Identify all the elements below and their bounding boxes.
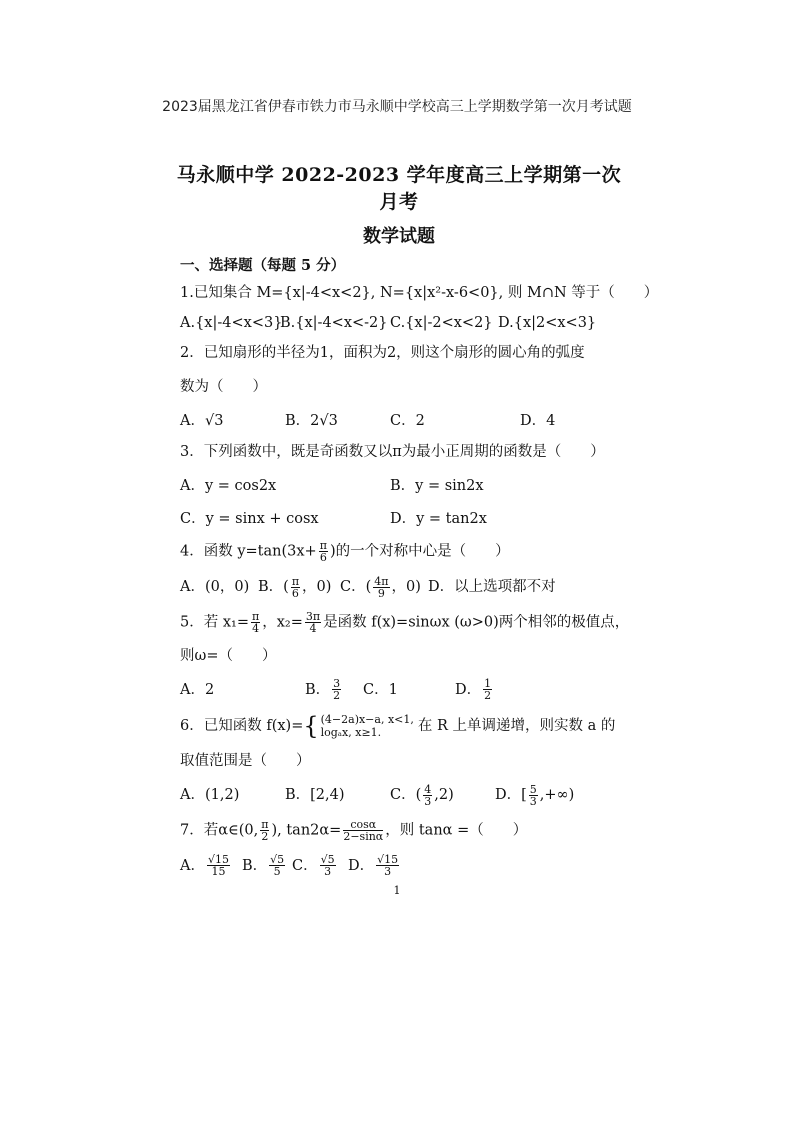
- q7-b-pre: B．: [242, 857, 268, 874]
- q5-d-den: 2: [484, 689, 492, 702]
- q2-option-c: C．2: [390, 413, 425, 429]
- q7-c-num: √5: [320, 853, 335, 866]
- q5-b-pre: B．: [305, 681, 331, 698]
- q4-b-fraction: [291, 576, 300, 599]
- q5-p2: ，x₂=: [262, 614, 303, 630]
- exam-subtitle: 数学试题: [363, 226, 435, 247]
- question-5-options: [180, 678, 630, 702]
- q5-option-d: [455, 678, 494, 702]
- q3-option-c: C．y = sinx + cosx: [180, 511, 319, 527]
- q3-option-b: B．y = sin2x: [390, 478, 484, 494]
- question-6-stem-cont: 取值范围是（ ）: [180, 753, 311, 769]
- question-1-options: [180, 315, 630, 331]
- q4-option-c: [340, 575, 428, 599]
- q2-option-d: D．4: [520, 413, 556, 429]
- q7-frac-2-num: cosα: [343, 819, 383, 831]
- q5-option-b: [305, 678, 363, 702]
- q5-frac-2-num: 3π: [305, 609, 321, 623]
- q4-stem-fraction: [319, 540, 328, 563]
- question-4-options: [180, 575, 630, 599]
- q7-a-pre: A．: [180, 857, 205, 874]
- q6-post: 在 R 上单调递增，则实数 a 的: [417, 718, 616, 734]
- question-3-stem: 3．下列函数中，既是奇函数又以π为最小正周期的函数是（ ）: [180, 444, 605, 460]
- q4-stem-post: )的一个对称中心是（ ）: [329, 543, 510, 560]
- question-7-options: [180, 854, 630, 878]
- q6-c-fraction: [423, 784, 432, 807]
- q2-option-b: B．2√3: [285, 413, 338, 429]
- q7-b-num: √5: [270, 853, 285, 866]
- q4-stem-frac-den: 6: [319, 551, 327, 564]
- document-header: 2023届黑龙江省伊春市铁力市马永顺中学校高三上学期数学第一次月考试题: [162, 99, 632, 115]
- q7-option-c: [292, 854, 348, 878]
- q6-c-den: 3: [424, 794, 432, 808]
- question-2-stem-cont: 数为（ ）: [180, 379, 267, 395]
- q5-d-pre: D．: [455, 681, 482, 698]
- q6-pre: 6．已知函数 f(x)=: [180, 718, 304, 734]
- q6-option-c: [390, 783, 495, 807]
- q4-b-post: ，0): [302, 579, 332, 595]
- q5-b-fraction: [332, 678, 341, 701]
- question-3-options-row2: [180, 507, 630, 528]
- q7-p2: ), tan2α=: [271, 822, 342, 838]
- q1-option-c: C.{x|-2<x<2}: [390, 315, 493, 331]
- q5-d-num: 1: [484, 677, 492, 690]
- question-2-stem: 2．已知扇形的半径为1，面积为2，则这个扇形的圆心角的弧度: [180, 345, 585, 361]
- question-7-stem: [180, 819, 630, 842]
- page-number: 1: [393, 884, 401, 897]
- q7-c-den: 3: [324, 865, 332, 878]
- q7-p1: 7．若α∈(0,: [180, 822, 259, 838]
- q5-frac-1-den: 4: [252, 621, 260, 635]
- q1-option-d: D.{x|2<x<3}: [498, 315, 597, 331]
- question-2-options: [180, 409, 630, 430]
- q7-p3: ，则 tanα =（ ）: [385, 822, 528, 838]
- q7-option-b: [242, 854, 292, 878]
- q6-c-post: ,2): [434, 787, 454, 803]
- q6-c-num: 4: [424, 782, 432, 796]
- q5-frac-1: [251, 611, 260, 634]
- q6-d-den: 3: [529, 794, 537, 808]
- q5-p3: 是函数 f(x)=sinωx (ω>0)两个相邻的极值点，: [323, 614, 630, 630]
- q3-option-a: A．y = cos2x: [180, 478, 277, 494]
- q4-c-den: 9: [377, 586, 385, 600]
- exam-scan: [168, 150, 659, 878]
- exam-title: 马永顺中学 2022-2023 学年度高三上学期第一次月考: [176, 164, 622, 213]
- q7-frac-1-den: 2: [261, 829, 269, 843]
- q5-b-den: 2: [333, 689, 341, 702]
- q4-c-fraction: [373, 576, 389, 599]
- q7-b-den: 5: [273, 865, 281, 878]
- q7-frac-2: [343, 819, 383, 842]
- q7-c-pre: C．: [292, 857, 318, 874]
- q4-stem-pre: 4．函数 y=tan(3x+: [180, 543, 317, 560]
- q5-frac-2: [305, 611, 321, 634]
- q5-option-a: A．2: [180, 681, 215, 698]
- question-4-stem: [180, 540, 630, 563]
- q4-b-den: 6: [291, 586, 299, 600]
- q4-b-pre: B．(: [258, 579, 289, 595]
- q7-frac-1: [260, 819, 269, 842]
- question-3-options-row1: [180, 474, 630, 495]
- q7-a-fraction: [207, 854, 230, 877]
- q4-c-pre: C．(: [340, 579, 372, 595]
- q6-option-b: B．[2,4): [285, 787, 345, 803]
- q6-case-2: logₐx, x≥1.: [320, 726, 382, 739]
- question-6-stem: [180, 713, 630, 739]
- q7-b-fraction: [269, 854, 285, 877]
- q5-option-c: C．1: [363, 681, 398, 698]
- q7-d-pre: D．: [348, 857, 375, 874]
- q3-option-d: D．y = tan2x: [390, 511, 487, 527]
- q1-option-a: A.{x|-4<x<3}: [180, 315, 283, 331]
- q6-d-num: 5: [529, 782, 537, 796]
- q6-piecewise: [321, 713, 414, 739]
- q4-stem-frac-num: π: [319, 539, 327, 552]
- section-heading: 一、选择题（每题 5 分）: [180, 257, 346, 274]
- q4-b-num: π: [291, 574, 300, 588]
- q7-d-num: √15: [377, 853, 399, 866]
- q6-case-1: (4−2a)x−a, x<1,: [320, 713, 414, 726]
- q5-p1: 5．若 x₁=: [180, 614, 249, 630]
- q5-b-num: 3: [333, 677, 341, 690]
- question-5-stem: [180, 611, 630, 634]
- q6-brace: {: [303, 712, 319, 740]
- question-1-stem: 1.已知集合 M={x|-4<x<2}, N={x|x²-x-6<0}, 则 M∩N 等于（ ）: [180, 285, 659, 301]
- q7-a-den: 15: [211, 865, 226, 878]
- q5-frac-2-den: 4: [309, 621, 317, 635]
- q6-d-pre: D．[: [495, 787, 527, 803]
- q2-option-a: A．√3: [180, 413, 224, 429]
- q5-d-fraction: [483, 678, 492, 701]
- q7-a-num: √15: [207, 853, 229, 866]
- q1-option-b: B.{x|-4<x<-2}: [280, 315, 388, 331]
- q6-d-fraction: [529, 784, 538, 807]
- q4-option-b: [258, 575, 340, 599]
- q7-option-a: [180, 854, 242, 878]
- q4-c-post: ，0): [391, 579, 421, 595]
- q4-c-num: 4π: [374, 574, 389, 588]
- q6-d-post: ,+∞): [539, 787, 575, 803]
- q7-c-fraction: [320, 854, 336, 877]
- q7-option-d: [348, 854, 401, 878]
- q7-frac-1-num: π: [261, 817, 269, 831]
- question-6-options: [180, 783, 630, 807]
- q6-option-a: A．(1,2): [180, 787, 240, 803]
- question-5-stem-cont: 则ω=（ ）: [180, 647, 277, 664]
- q4-option-d: D．以上选项都不对: [428, 579, 556, 595]
- q6-option-d: [495, 783, 574, 807]
- q7-d-den: 3: [384, 865, 392, 878]
- q6-c-pre: C．(: [390, 787, 422, 803]
- q7-frac-2-den: 2−sinα: [343, 829, 384, 843]
- q7-d-fraction: [376, 854, 399, 877]
- q5-frac-1-num: π: [251, 609, 260, 623]
- q4-option-a: A．(0，0): [180, 579, 250, 595]
